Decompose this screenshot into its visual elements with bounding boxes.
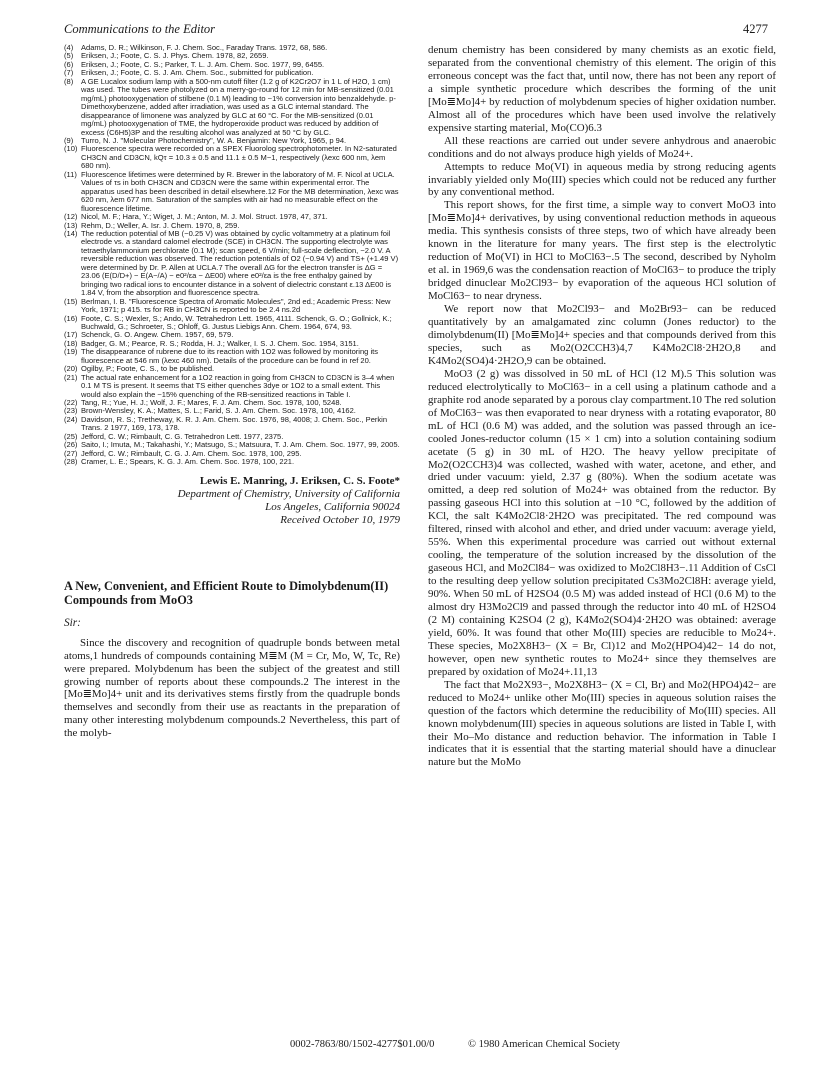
reference-number: (11) [64,169,77,179]
department: Department of Chemistry, University of California [177,487,400,500]
reference-text: Cramer, L. E.; Spears, K. G. J. Am. Chem. Soc. 1978, 100, 221. [81,457,295,467]
reference-number: (13) [64,220,78,230]
reference-number: (27) [64,448,78,458]
reference-item [64,171,400,213]
body-paragraph: Since the discovery and recognition of quadruple bonds between metal atoms,1 hundreds of compounds containing M≣M (M = Cr, Mo, W, Tc, Re) were prepared. Molybdenum has been the subject of the greatest and still growing number of reports about these compounds.2 The interest in the [Mo≣Mo]4+ unit and its derivatives stems firstly from the quadruple bonds themselves and secondly from their use as reactants in the preparation of many other interesting molybdenum compounds.2 Nevertheless, this part of the molyb- [64,636,400,740]
reference-text: The actual rate enhancement for a 1O2 reaction in going from CH3CN to CD3CN is 3–4 when 0.1 M TS is present. It seems that TS either quenches 3dye or 1O2 to a small extent. This would also explain the ~15% quenching of the RB-sensitized reactions in Table I. [81,372,395,399]
reference-number: (26) [64,440,78,450]
reference-text: The reduction potential of MB (−0.25 V) was obtained by cyclic voltammetry at a platinum foil electrode vs. a standard calomel electrode (SCE) in CH3CN. The supporting electrolyte was tetraethylammonium perchlorate (0.1 M); scan speed, 6 V/min; full-scale deflection, −2.0 V. A reversible reduction was observed. The reduction potentials of O2 (−0.94 V) and TS+ (+1.49 V) were determined by Dr. P. Allen at UCLA.7 The overall ΔG for the electron transfer is ΔG = 23.06 (E(D/D+) − E(A−/A) − e0²/εa − ΔE00) where e0²/εa is the free enthalpy gained by bringing two radical ions to encounter distance in a solvent of dielectric constant ε.13 ΔE00 is 1.84 V, from the absorption and fluorescence spectra. [81,228,399,298]
reference-item [64,458,400,466]
byline [64,475,400,527]
body-paragraph: denum chemistry has been considered by many chemists as an exotic field, separated from the conventional chemistry of this element. The origin of this erroneous concept was the fact that, until now, there has not been any report of a simple synthetic procedure which describes the forming of the unit [Mo≣Mo]4+ by reduction of molybdenum species of higher oxidation number. Almost all of the procedures which have been used involve the relatively expensive starting material, Mo(CO)6.3 [428,44,776,134]
reference-item [64,298,400,315]
reference-item [64,348,400,365]
reference-item [64,78,400,137]
salutation: Sir: [64,616,81,629]
reference-number: (17) [64,330,78,340]
reference-number: (14) [64,228,78,238]
reference-text: Brown-Wensley, K. A.; Mattes, S. L.; Farid, S. J. Am. Chem. Soc. 1978, 100, 4162. [81,406,356,416]
reference-number: (21) [64,372,78,382]
reference-text: Ogilby, P.; Foote, C. S., to be published. [81,364,215,374]
authors: Lewis E. Manring, J. Eriksen, C. S. Foote* [199,474,400,487]
reference-number: (7) [64,68,74,78]
running-head: Communications to the Editor [64,22,216,36]
reference-number: (5) [64,51,74,61]
reference-text: Jefford, C. W.; Rimbault, C. G. Tetrahedron Lett. 1977, 2375. [81,431,284,441]
reference-text: Schenck, G. O. Angew. Chem. 1957, 69, 579. [81,330,234,340]
reference-text: Eriksen, J.; Foote, C. S.; Parker, T. L. J. Am. Chem. Soc. 1977, 99, 6455. [81,59,325,69]
reference-text: Fluorescence lifetimes were determined by R. Brewer in the laboratory of M. F. Nicol at UCLA. Values of τs in both CH3CN and CD3CN were the same within experimental error. The apparatus used has been described in detail elsewhere.12 For the MB determination, λexc was 620 nm, λem 677 nm. Saturation of the samples with air had no measurable effect on the fluorescence lifetime. [81,169,399,213]
location: Los Angeles, California 90024 [265,500,400,513]
reference-number: (20) [64,364,78,374]
body-paragraph: The fact that Mo2X93−, Mo2X8H3− (X = Cl, Br) and Mo2(HPO4)42− are reduced to Mo24+ unlike other Mo(III) species in aqueous solution raises the question of the factors which determine the reducibility of Mo(III) species. All known molybdenum(III) species in aqueous solutions are listed in Table I, with their Mo–Mo distance and reduction behavior. The information in Table I indicates that it is essential that the starting material should have a dinuclear nature but the MoMo [428,678,776,769]
reference-number: (16) [64,313,78,323]
reference-number: (6) [64,59,74,69]
page-number: 4277 [743,22,768,36]
reference-number: (25) [64,431,78,441]
reference-number: (12) [64,212,78,222]
body-paragraph: Attempts to reduce Mo(VI) in aqueous media by strong reducing agents invariably yielded only Mo(III) species which could not be reduced any further by any conventional method. [428,160,776,199]
reference-text: Tang, R.; Yue, H. J.; Wolf, J. F.; Mares, F. J. Am. Chem. Soc. 1978, 100, 5248. [81,398,342,408]
reference-text: Davidson, R. S.; Tretheway, K. R. J. Am. Chem. Soc. 1976, 98, 4008; J. Chem. Soc., Perkin Trans. 2 1977, 169, 173, 178. [81,414,388,433]
reference-text: Berlman, I. B. "Fluorescence Spectra of Aromatic Molecules", 2nd ed.; Academic Press: New York, 1971; p 415. τs for RB in CH3CN is reported to be 2.4 ns.2d [81,296,391,315]
left-column [64,44,400,740]
reference-number: (23) [64,406,78,416]
reference-text: Fluorescence spectra were recorded on a SPEX Fluorolog spectrophotometer. In N2-saturated CH3CN and CD3CN, kQτ = 10.3 ± 0.5 and 11.1 ± 0.5 M−1, respectively (λexc 600 nm, λem 680 nm). [81,144,397,171]
body-paragraph: This report shows, for the first time, a simple way to convert MoO3 into [Mo≣Mo]4+ derivatives, by using conventional reduction methods in aqueous media. This synthesis consists of three steps, two of which have already been known in the literature for many years. The first step is the electrolytic reduction of Mo(VI) in HCl to MoCl63−.5 The second, described by Nyholm et al. in 1969,6 was the condensation reaction of MoCl63− to produce the triply bridged dinuclear Mo2Cl93− by evaporation of the aqueous HCl solution of MoCl63− to near dryness. [428,199,776,303]
reference-item [64,315,400,332]
reference-text: Badger, G. M.; Pearce, R. S.; Rodda, H. J.; Walker, I. S. J. Chem. Soc. 1954, 3151. [81,338,359,348]
reference-number: (9) [64,135,74,145]
reference-text: Nicol, M. F.; Hara, Y.; Wiget, J. M.; Anton, M. J. Mol. Struct. 1978, 47, 371. [81,212,328,222]
article-title: A New, Convenient, and Efficient Route to Dimolybdenum(II) Compounds from MoO3 [64,578,389,607]
reference-text: Eriksen, J.; Foote, C. S. J. Am. Chem. Soc., submitted for publication. [81,68,314,78]
reference-text: Jefford, C. W.; Rimbault, C. G. J. Am. Chem. Soc. 1978, 100, 295. [81,448,302,458]
reference-text: Saito, I.; Imuta, M.; Takahashi, Y.; Matsugo, S.; Matsuura, T. J. Am. Chem. Soc. 1977, 99, 2005. [81,440,400,450]
reference-number: (8) [64,76,74,86]
body-paragraph: All these reactions are carried out under severe anhydrous and anaerobic conditions and do not always produce high yields of Mo24+. [428,134,776,160]
reference-text: Rehm, D.; Weller, A. Isr. J. Chem. 1970, 8, 259. [81,220,240,230]
reference-text: Eriksen, J.; Foote, C. S. J. Phys. Chem. 1978, 82, 2659. [81,51,269,61]
reference-text: A GE Lucalox sodium lamp with a 500-nm cutoff filter (1.2 g of K2Cr2O7 in 1 L of H2O, 1 cm) was used. The tubes were photolyzed on a merry-go-round for 12 min for MB-sensitized (0.01 mg/mL) photooxygenation of stilbene (0.1 M) leading to ~1% conversion into benzaldehyde. p-Dimethoxybenzene, added after irradiation, was used as a GLC internal standard. The disappearance of limonene was analyzed by GLC at 60 °C. For the MB-sensitized (0.01 mg/mL) photooxygenation of TME, the hydroperoxide product was reduced by addition of excess (C6H5)3P and the resulting alcohol was analyzed at 50 °C by GLC. [81,76,396,137]
reference-number: (4) [64,43,74,52]
footer-code: 0002-7863/80/1502-4277$01.00/0 [290,1039,435,1050]
footer-copyright: © 1980 American Chemical Society [468,1039,621,1050]
reference-text: Turro, N. J. "Molecular Photochemistry", W. A. Benjamin: New York, 1965, p 94. [81,135,347,145]
received-date: Received October 10, 1979 [280,513,400,526]
reference-text: Foote, C. S.; Wexler, S.; Ando, W. Tetrahedron Lett. 1965, 4111. Schenck, G. O.; Gollnick, K.; Buchwald, G.; Schroeter, S.; Ohloff, G. Justus Liebigs Ann. Chem. 1964, 674, 93. [81,313,392,331]
reference-number: (18) [64,338,78,348]
reference-list [64,44,400,467]
reference-text: The disappearance of rubrene due to its reaction with 1O2 was followed by monitoring its fluorescence at 546 nm (λexc 460 nm). Details of the procedure can be found in ref 20. [81,347,379,365]
reference-item [64,230,400,298]
body-paragraph: MoO3 (2 g) was dissolved in 50 mL of HCl (12 M).5 This solution was reduced electrolytically to MoCl63− in a cell using a platinum cathode and a graphite rod anode separated by a porous clay compartment.10 The red solution of MoCl63− was then evaporated to near dryness with a rotating evaporator, 80 mL of HCl (0.6 M) was added, and the solution was passed through an ice-cooled Jones-reductor column (15 × 1 cm) into a solution containing sodium acetate (5 g) in 30 mL of H2O. The heavy yellow precipitate of Mo2(O2CCH3)4 was collected, washed with water, acetone, and ether, and dried under vacuum: yield, 2.37 g (80%). When the sodium acetate was omitted, a deep red solution of Mo24+ was obtained from the reductor. By passing gaseous HCl into this solution at −10 °C, followed by the addition of KCl, the salt K4Mo2Cl8·2H2O was precipitated. The red compound was filtered, rinsed with alcohol and ether, and dried under vacuum: average yield, 55%. When this experimental procedure was carried out without external cooling, the temperature of the solution increased by the dissolution of the gaseous HCl, and Mo2Cl84− was oxidized to Mo2Cl8H3−.11 Addition of CsCl to the resulting deep yellow solution precipitated Cs3Mo2Cl8H: average yield, 90%. When 50 mL of H2SO4 (0.5 M) was added instead of HCl (0.6 M) to the almost dry H3Mo2Cl9 and passed through the reductor into 40 mL of H2SO4 (2 M) containing K2SO4 (2 g), K4Mo2(SO4)4·2H2O was obtained: average yield, 60%. It was found that other Mo(III) species are reducible to Mo24+. These species, Mo2X8H3− (X = Br, Cl)12 and Mo2(HPO4)42− 14 do not, however, open new synthetic routes to Mo24+ since they themselves are prepared by oxidation of Mo24+.11,13 [428,367,776,678]
reference-number: (24) [64,414,78,424]
reference-item [64,145,400,170]
reference-number: (10) [64,144,78,154]
reference-text: Adams, D. R.; Wilkinson, F. J. Chem. Soc., Faraday Trans. 1972, 68, 586. [81,43,328,52]
body-paragraph: We report now that Mo2Cl93− and Mo2Br93− can be reduced quantitatively by an amalgamated zinc column (Jones reductor) to the dimolybdenum(II) [Mo≣Mo]4+ species and that compounds derived from this species, such as Mo2(O2CCH3)4,7 K4Mo2Cl8·2H2O,8 and K4Mo2(SO4)4·2H2O,9 can be obtained. [428,303,776,367]
reference-number: (15) [64,296,78,306]
reference-item [64,416,400,433]
reference-number: (19) [64,347,78,357]
reference-number: (28) [64,457,78,467]
reference-item [64,374,400,399]
right-column [428,44,776,769]
reference-number: (22) [64,398,78,408]
